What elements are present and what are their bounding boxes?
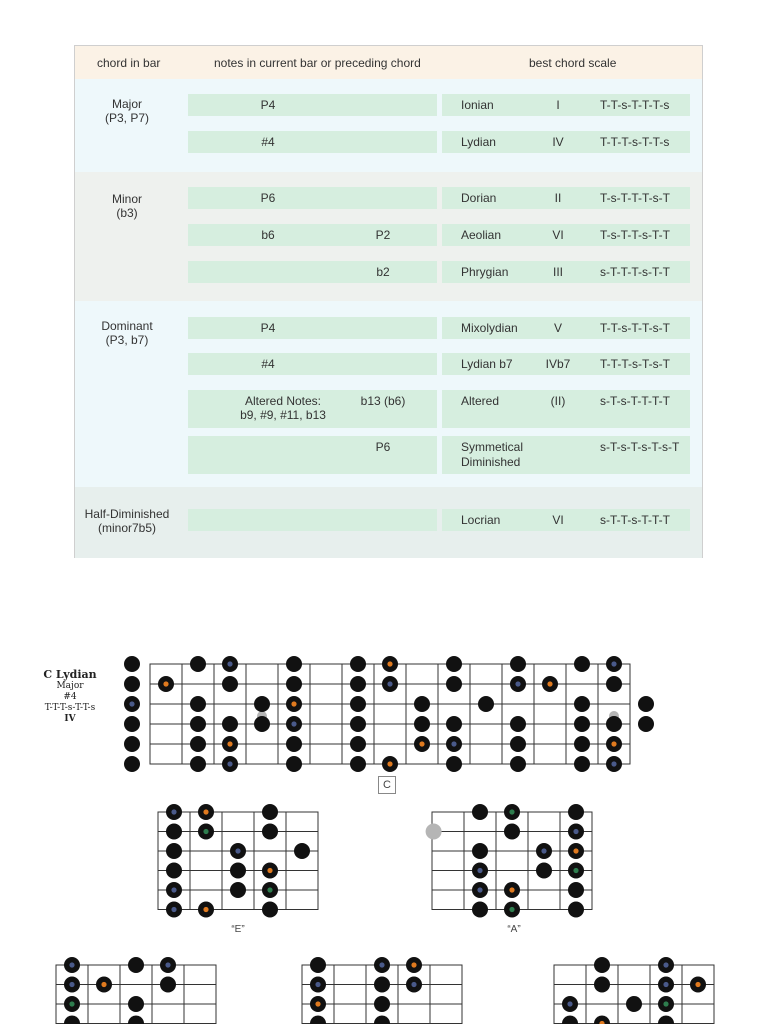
note-dot (568, 804, 584, 820)
caption-title: C Lydian (43, 668, 97, 681)
note-dot (124, 736, 140, 752)
note-dot-blue (129, 701, 134, 706)
note-dot (446, 656, 462, 672)
scale-pattern: T-s-T-T-s-T-T (600, 228, 670, 242)
scale-cell (442, 317, 690, 339)
note-dot (190, 716, 206, 732)
note-dot-blue (477, 868, 482, 873)
table-group (75, 172, 702, 301)
notes-cell (188, 317, 437, 339)
scale-cell (442, 131, 690, 153)
note-dot-orange (315, 1001, 320, 1006)
scale-name: Ionian (461, 98, 494, 112)
note-altered (208, 394, 358, 422)
note-dot (190, 756, 206, 772)
note-dot-orange (573, 848, 578, 853)
scale-pattern: s-T-s-T-s-T-s-T (600, 440, 680, 454)
note-dot-green (267, 887, 272, 892)
scale-degree: IVb7 (545, 357, 571, 371)
table-header (75, 46, 702, 80)
note-dot-blue (451, 741, 456, 746)
caption-quality: Major (56, 681, 84, 691)
note-dot (574, 756, 590, 772)
note-dot-green (509, 809, 514, 814)
note-dot (446, 756, 462, 772)
note-dot-orange (267, 868, 272, 873)
notes-cell (188, 94, 437, 116)
scale-pattern: s-T-s-T-T-T-T (600, 394, 670, 408)
note-primary: P4 (260, 98, 276, 112)
note-dot-blue (541, 848, 546, 853)
note-dot (124, 756, 140, 772)
scale-name: Dorian (461, 191, 497, 205)
note-dot (350, 676, 366, 692)
scale-pattern: T-T-s-T-T-T-s (600, 98, 670, 112)
header-notes: notes in current bar or preceding chord (214, 56, 421, 70)
note-primary: P4 (260, 321, 276, 335)
note-dot (222, 716, 238, 732)
scale-cell (442, 509, 690, 531)
scale-name: Phrygian (461, 265, 509, 279)
group-label (75, 97, 179, 125)
note-dot-blue (567, 1001, 572, 1006)
scale-name-line1: Symmetical (461, 440, 524, 454)
header-chord: chord in bar (97, 56, 161, 70)
note-dot (350, 736, 366, 752)
group-label-notes: (b3) (116, 206, 138, 220)
note-dot-blue (515, 681, 520, 686)
scale-pattern: s-T-T-T-s-T-T (600, 265, 670, 279)
note-dot (510, 656, 526, 672)
note-dot (472, 902, 488, 918)
note-dot (124, 676, 140, 692)
note-dot (286, 656, 302, 672)
note-dot (262, 902, 278, 918)
notes-cell (188, 187, 437, 209)
fretboards-svg (0, 640, 768, 1024)
note-dot-blue (69, 962, 74, 967)
note-dot-orange (509, 887, 514, 892)
chord-scale-table (74, 45, 703, 558)
scale-name: Mixolydian (461, 321, 518, 335)
note-dot-blue (69, 982, 74, 987)
note-dot (160, 977, 176, 993)
note-primary: #4 (261, 135, 275, 149)
scale-cell (442, 94, 690, 116)
group-label (75, 319, 179, 347)
note-dot (286, 736, 302, 752)
note-primary: P6 (260, 191, 276, 205)
caption-pattern: T-T-T-s-T-T-s (44, 703, 96, 713)
note-dot (478, 696, 494, 712)
note-dot-blue (227, 661, 232, 666)
scale-degree: II (554, 191, 562, 205)
partial-grid (554, 965, 714, 1024)
note-dot-green (203, 829, 208, 834)
note-dot-blue (663, 982, 668, 987)
partial-grid (56, 965, 216, 1024)
scale-cell (442, 353, 690, 375)
note-dot (166, 824, 182, 840)
note-dot (350, 716, 366, 732)
note-dot-orange (695, 982, 700, 987)
note-dot (310, 957, 326, 973)
note-altered-line1: Altered Notes: (244, 394, 322, 408)
scale-cell (442, 436, 690, 474)
note-dot (286, 676, 302, 692)
scale-degree: VI (552, 228, 564, 242)
muted-dot (426, 824, 442, 840)
note-dot-blue (171, 907, 176, 912)
note-dot (166, 863, 182, 879)
note-dot (262, 804, 278, 820)
note-dot-green (663, 1001, 668, 1006)
note-dot-orange (203, 907, 208, 912)
scale-name: Lydian b7 (461, 357, 513, 371)
scale-cell (442, 224, 690, 246)
scale-name-line2: Diminished (461, 455, 521, 469)
note-secondary: P6 (375, 440, 391, 454)
note-dot (254, 716, 270, 732)
note-dot (574, 736, 590, 752)
note-dot (230, 863, 246, 879)
note-dot-orange (227, 741, 232, 746)
scale-degree: IV (552, 135, 564, 149)
note-dot (574, 716, 590, 732)
note-dot-blue (477, 887, 482, 892)
note-dot-blue (165, 962, 170, 967)
scale-pattern: T-T-T-s-T-s-T (600, 357, 670, 371)
note-dot (568, 882, 584, 898)
note-dot (606, 676, 622, 692)
note-dot (638, 696, 654, 712)
group-label-notes: (minor7b5) (97, 521, 157, 535)
notes-cell (188, 509, 437, 531)
note-primary: #4 (261, 357, 275, 371)
note-dot (510, 736, 526, 752)
note-dot (472, 843, 488, 859)
note-dot (568, 902, 584, 918)
scale-degree: VI (552, 513, 564, 527)
note-dot (626, 996, 642, 1012)
caption-degree: IV (64, 714, 76, 724)
note-dot-blue (611, 661, 616, 666)
table-group (75, 301, 702, 487)
notes-cell (188, 224, 437, 246)
label-a-shape: “A” (507, 924, 521, 935)
note-dot-orange (419, 741, 424, 746)
note-dot (374, 977, 390, 993)
note-dot (606, 716, 622, 732)
note-secondary: P2 (375, 228, 391, 242)
note-dot-blue (291, 721, 296, 726)
table-group (75, 79, 702, 172)
scale-pattern: T-T-s-T-T-s-T (600, 321, 670, 335)
group-label-name: Half-Diminished (84, 507, 170, 521)
note-dot (124, 656, 140, 672)
note-dot-blue (663, 962, 668, 967)
note-secondary: b13 (b6) (360, 394, 406, 408)
note-dot (594, 957, 610, 973)
group-label-name: Major (111, 97, 142, 111)
note-dot-orange (101, 982, 106, 987)
scale-pattern: s-T-T-s-T-T-T (600, 513, 670, 527)
note-dot (286, 756, 302, 772)
partial-grid (302, 965, 462, 1024)
note-dot-green (573, 868, 578, 873)
fretboard-diagrams (0, 640, 768, 1024)
note-dot-blue (235, 848, 240, 853)
caption-note: #4 (63, 692, 77, 702)
group-label-notes: (P3, b7) (105, 333, 149, 347)
note-dot (414, 696, 430, 712)
note-dot-blue (379, 962, 384, 967)
scale-degree: III (552, 265, 563, 279)
note-dot (166, 843, 182, 859)
scale-cell (442, 187, 690, 209)
notes-cell (188, 436, 437, 474)
scale-name (461, 440, 523, 470)
note-dot (472, 804, 488, 820)
root-marker: C (378, 776, 396, 794)
note-dot-blue (387, 681, 392, 686)
notes-cell (188, 353, 437, 375)
note-dot (536, 863, 552, 879)
note-dot (510, 716, 526, 732)
note-dot (414, 716, 430, 732)
note-dot (350, 656, 366, 672)
note-dot-blue (315, 982, 320, 987)
note-dot (262, 824, 278, 840)
note-dot-blue (573, 829, 578, 834)
note-dot-blue (227, 761, 232, 766)
note-dot-orange (163, 681, 168, 686)
note-dot (190, 736, 206, 752)
note-dot (504, 824, 520, 840)
note-primary: b6 (261, 228, 275, 242)
note-secondary: b2 (376, 265, 390, 279)
note-dot-orange (411, 962, 416, 967)
scale-cell (442, 261, 690, 283)
scale-name: Altered (461, 394, 500, 408)
note-dot (222, 676, 238, 692)
scale-degree: V (553, 321, 562, 335)
scale-name: Aeolian (461, 228, 502, 242)
note-dot (574, 696, 590, 712)
note-dot (294, 843, 310, 859)
note-dot (446, 716, 462, 732)
scale-cell (442, 390, 690, 428)
note-dot-orange (291, 701, 296, 706)
note-dot (190, 696, 206, 712)
note-dot (350, 696, 366, 712)
note-dot (128, 996, 144, 1012)
notes-cell (188, 390, 437, 428)
scale-name: Lydian (461, 135, 496, 149)
scale-name: Locrian (461, 513, 501, 527)
group-label-notes: (P3, P7) (104, 111, 149, 125)
note-dot-blue (171, 809, 176, 814)
note-dot-blue (611, 761, 616, 766)
note-dot-green (509, 907, 514, 912)
note-dot-blue (171, 887, 176, 892)
scale-pattern: T-T-T-s-T-T-s (600, 135, 670, 149)
notes-cell (188, 131, 437, 153)
note-dot-blue (411, 982, 416, 987)
scale-pattern: T-s-T-T-T-s-T (600, 191, 670, 205)
note-dot (638, 716, 654, 732)
group-label-name: Minor (111, 192, 142, 206)
notes-cell (188, 261, 437, 283)
scale-degree: (II) (550, 394, 566, 408)
note-dot (350, 756, 366, 772)
note-dot-orange (203, 809, 208, 814)
note-dot (446, 676, 462, 692)
note-dot (374, 996, 390, 1012)
group-label (75, 507, 179, 535)
label-e-shape: “E” (231, 924, 245, 935)
note-dot-orange (387, 761, 392, 766)
note-dot (230, 882, 246, 898)
table-group (75, 487, 702, 558)
note-dot (510, 756, 526, 772)
note-dot (128, 957, 144, 973)
note-dot (190, 656, 206, 672)
note-dot-orange (547, 681, 552, 686)
note-dot (124, 716, 140, 732)
scale-degree: I (556, 98, 560, 112)
note-dot-orange (387, 661, 392, 666)
note-dot (254, 696, 270, 712)
note-dot-green (69, 1001, 74, 1006)
group-label-name: Dominant (101, 319, 153, 333)
note-dot (594, 977, 610, 993)
group-label (75, 192, 179, 220)
note-altered-line2: b9, #9, #11, b13 (240, 408, 326, 422)
note-dot (574, 656, 590, 672)
note-dot-orange (611, 741, 616, 746)
header-scale: best chord scale (529, 56, 617, 70)
